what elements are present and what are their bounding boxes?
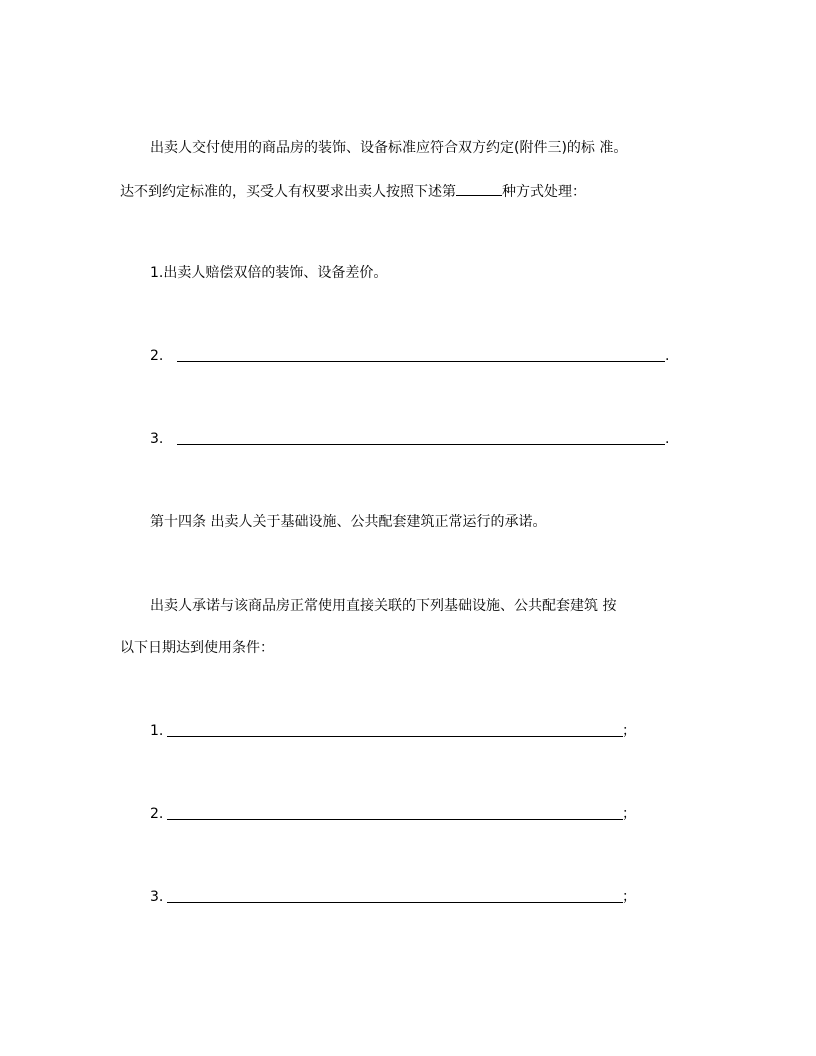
clause13-item3 <box>150 430 680 448</box>
clause13-item2-blank[interactable] <box>177 361 665 362</box>
clause14-heading: 第十四条 出卖人关于基础设施、公共配套建筑正常运行的承诺。 <box>150 514 547 530</box>
clause14-item3-blank[interactable] <box>167 902 623 903</box>
clause14-item2-number: 2. <box>150 806 164 822</box>
clause14-item3-end: ； <box>622 889 636 905</box>
clause14-item1-end: ； <box>622 723 636 739</box>
clause14-item2-blank[interactable] <box>167 819 623 820</box>
clause13-item2-end: . <box>665 348 670 364</box>
clause13-para-line2-text-b: 种方式处理： <box>502 184 586 200</box>
clause14-para-line2: 以下日期达到使用条件： <box>120 640 274 656</box>
method-number-blank[interactable] <box>456 181 502 196</box>
clause13-item2-number: 2. <box>150 348 164 364</box>
clause14-item2-end: ； <box>622 806 636 822</box>
clause14-item3 <box>150 888 640 906</box>
clause13-item3-number: 3. <box>150 431 164 447</box>
clause14-para-line1: 出卖人承诺与该商品房正常使用直接关联的下列基础设施、公共配套建筑 按 <box>150 598 617 614</box>
clause13-item1: 1.出卖人赔偿双倍的装饰、设备差价。 <box>150 265 388 281</box>
clause13-item2 <box>150 347 680 365</box>
clause13-item3-blank[interactable] <box>177 444 665 445</box>
clause14-item1-blank[interactable] <box>167 736 623 737</box>
clause13-para-line1: 出卖人交付使用的商品房的装饰、设备标准应符合双方约定(附件三)的标 准。 <box>150 140 628 156</box>
clause13-para-line2-text-a: 达不到约定标准的，买受人有权要求出卖人按照下述第 <box>120 184 456 200</box>
clause14-item1-number: 1. <box>150 723 164 739</box>
clause13-para-line2 <box>120 181 586 199</box>
clause13-item3-end: . <box>665 431 670 447</box>
clause14-item2 <box>150 805 640 823</box>
clause14-item1 <box>150 722 640 740</box>
clause14-item3-number: 3. <box>150 889 164 905</box>
